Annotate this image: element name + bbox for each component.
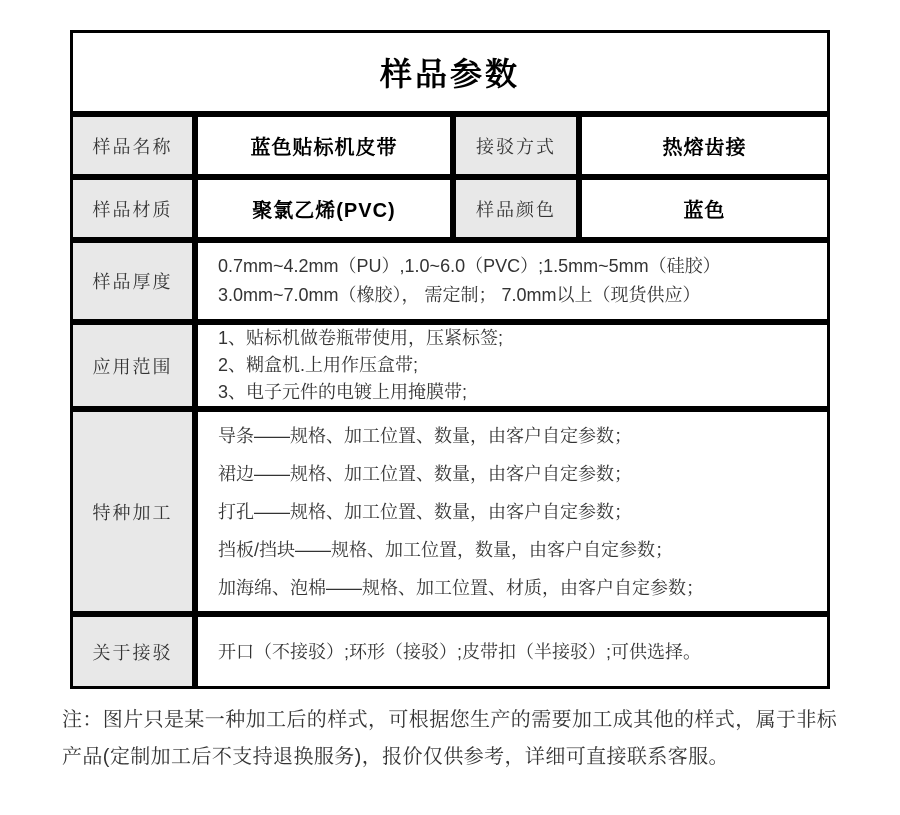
- application-line-1: 1、贴标机做卷瓶带使用，压紧标签;: [218, 328, 504, 348]
- value-sample-thickness: [195, 240, 830, 322]
- special-line-1: 导条——规格、加工位置、数量，由客户自定参数；: [218, 425, 632, 446]
- value-sample-name: 蓝色贴标机皮带: [195, 114, 453, 177]
- row-thickness: [70, 240, 830, 322]
- row-application: [70, 322, 830, 409]
- label-special-processing: 特种加工: [70, 409, 195, 614]
- special-line-2: 裙边——规格、加工位置、数量，由客户自定参数；: [218, 463, 632, 484]
- label-about-joint: 关于接驳: [70, 614, 195, 689]
- special-line-3: 打孔——规格、加工位置、数量，由客户自定参数；: [218, 501, 632, 522]
- value-joint-method: 热熔齿接: [579, 114, 830, 177]
- joint-line-1: 开口（不接驳）;环形（接驳）;皮带扣（半接驳）;可供选择。: [218, 641, 702, 662]
- label-sample-thickness: 样品厚度: [70, 240, 195, 322]
- value-sample-material: 聚氯乙烯(PVC): [195, 177, 453, 240]
- special-line-5: 加海绵、泡棉——规格、加工位置、材质，由客户自定参数；: [218, 577, 704, 598]
- special-line-4: 挡板/挡块——规格、加工位置，数量，由客户自定参数；: [218, 539, 673, 560]
- sample-parameters-table: [70, 30, 830, 689]
- label-sample-material: 样品材质: [70, 177, 195, 240]
- value-about-joint: [195, 614, 830, 689]
- application-line-3: 3、电子元件的电镀上用掩膜带;: [218, 382, 468, 402]
- value-special-processing: [195, 409, 830, 614]
- row-material-and-color: [70, 177, 830, 240]
- application-line-2: 2、糊盒机.上用作压盒带;: [218, 355, 419, 375]
- label-joint-method: 接驳方式: [453, 114, 579, 177]
- row-name-and-joint-method: [70, 114, 830, 177]
- thickness-line-1: 0.7mm~4.2mm（PU）,1.0~6.0（PVC）;1.5mm~5mm（硅胶）: [218, 256, 721, 276]
- label-sample-color: 样品颜色: [453, 177, 579, 240]
- footnote: [62, 702, 862, 776]
- page-title: 样品参数: [70, 30, 830, 114]
- footnote-line-1: 注：图片只是某一种加工后的样式，可根据您生产的需要加工成其他的样式，属于非标: [62, 709, 838, 731]
- row-about-joint: [70, 614, 830, 689]
- row-special-processing: [70, 409, 830, 614]
- label-application-range: 应用范围: [70, 322, 195, 409]
- value-sample-color: 蓝色: [579, 177, 830, 240]
- thickness-line-2: 3.0mm~7.0mm（橡胶）， 需定制； 7.0mm以上（现货供应）: [218, 285, 701, 305]
- title-row: [70, 30, 830, 114]
- value-application-range: [195, 322, 830, 409]
- label-sample-name: 样品名称: [70, 114, 195, 177]
- footnote-line-2: 产品(定制加工后不支持退换服务)，报价仅供参考，详细可直接联系客服。: [62, 746, 729, 768]
